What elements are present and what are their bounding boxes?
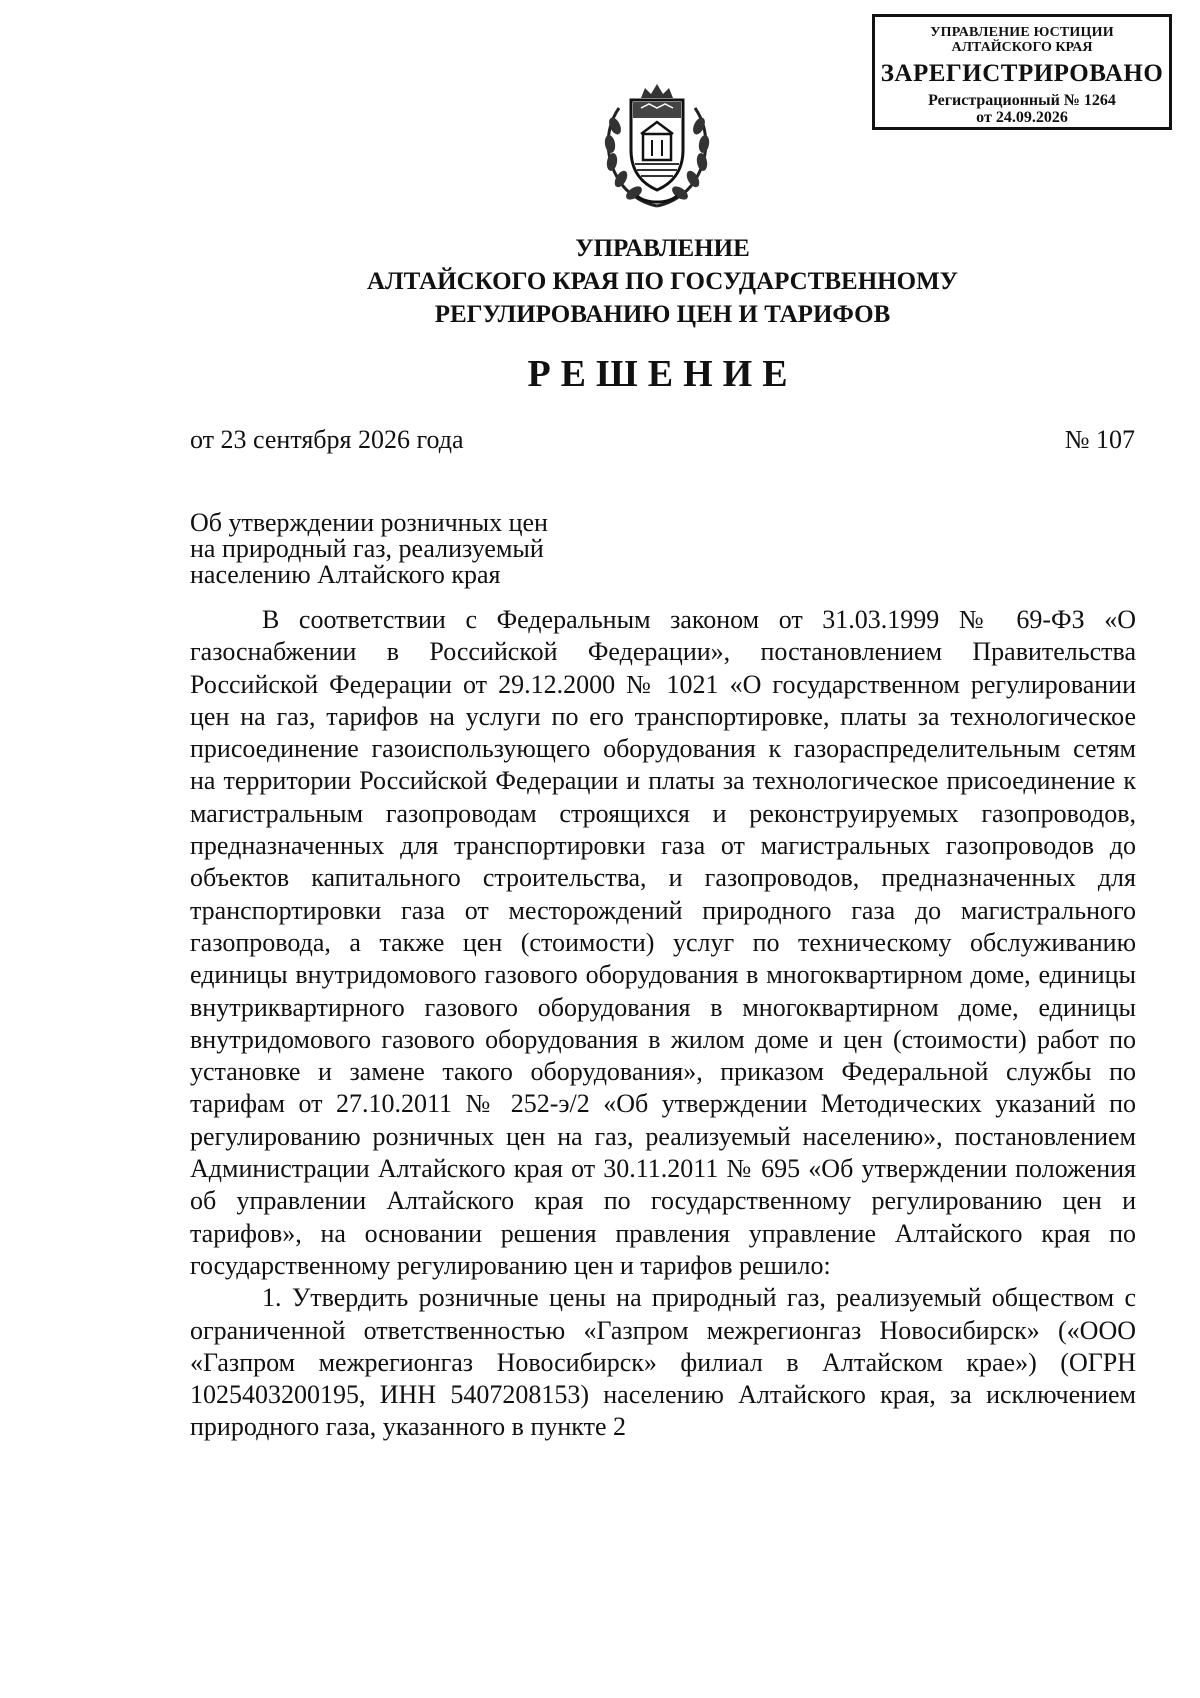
document-date-line	[190, 425, 1135, 455]
header-line3: РЕГУЛИРОВАНИЮ ЦЕН И ТАРИФОВ	[434, 301, 891, 328]
stamp-org-line2: АЛТАЙСКОГО КРАЯ	[951, 39, 1093, 55]
subject-line2: на природный газ, реализуемый	[190, 534, 544, 563]
body-item-1: 1. Утвердить розничные цены на природный газ, реализуемый обществом с ограниченной ответственностью «Газпром межрегионгаз Новосибирск» («ООО «Газпром межрегионгаз Новосибирск» филиал в Алтайском крае») (ОГРН 1025403200195, ИНН 5407208153) населению Алтайского края, за исключением природного газа, указанного в пункте 2	[190, 1283, 1136, 1442]
altai-coat-of-arms-icon	[597, 78, 717, 210]
header-line1: УПРАВЛЕНИЕ	[575, 235, 750, 262]
header-line2: АЛТАЙСКОГО КРАЯ ПО ГОСУДАРСТВЕННОМУ	[366, 268, 959, 295]
document-subject	[190, 510, 620, 588]
stamp-reg-number: Регистрационный № 1264	[928, 91, 1116, 109]
stamp-org-line1: УПРАВЛЕНИЕ ЮСТИЦИИ	[930, 25, 1114, 40]
document-body	[190, 604, 1136, 1444]
body-preamble: В соответствии с Федеральным законом от 31.03.1999 № 69-ФЗ «О газоснабжении в Российской Федерации», постановлением Правительства Российской Федерации от 29.12.2000 № 1021 «О государственном регулировании цен на газ, тарифов на услуги по его транспортировке, платы за технологическое присоединение газоиспользующего оборудования к газораспределительным сетям на территории Российской Федерации и платы за технологическое присоединение к магистральным газопроводам строящихся и реконструируемых газопроводов, предназначенных для транспортировки газа от магистральных газопроводов до объектов капитального строительства, и газопроводов, предназначенных для транспортировки газа от месторождений природного газа до магистрального газопровода, а также цен (стоимости) услуг по техническому обслуживанию единицы внутридомового газового оборудования в многоквартирном доме, единицы внутриквартирного газового оборудования в многоквартирном доме, единицы внутридомового газового оборудования в жилом доме и цен (стоимости) работ по установке и замене такого оборудования», приказом Федеральной службы по тарифам от 27.10.2011 № 252-э/2 «Об утверждении Методических указаний по регулированию розничных цен на газ, реализуемый населению», постановлением Администрации Алтайского края от 30.11.2011 № 695 «Об утверждении положения об управлении Алтайского края по государственному регулированию цен и тарифов», на основании решения правления управление Алтайского края по государственному регулированию цен и тарифов решило:	[190, 605, 1136, 1280]
document-date: от 23 сентября 2026 года	[190, 425, 464, 454]
document-title: РЕШЕНИЕ	[527, 353, 798, 395]
document-number: № 107	[1064, 425, 1135, 454]
stamp-registered: ЗАРЕГИСТРИРОВАНО	[880, 60, 1164, 88]
authority-header	[190, 232, 1135, 331]
subject-line3: населению Алтайского края	[190, 560, 501, 589]
subject-line1: Об утверждении розничных цен	[190, 508, 548, 537]
registration-stamp	[872, 14, 1172, 130]
stamp-reg-date: от 24.09.2026	[976, 109, 1068, 127]
